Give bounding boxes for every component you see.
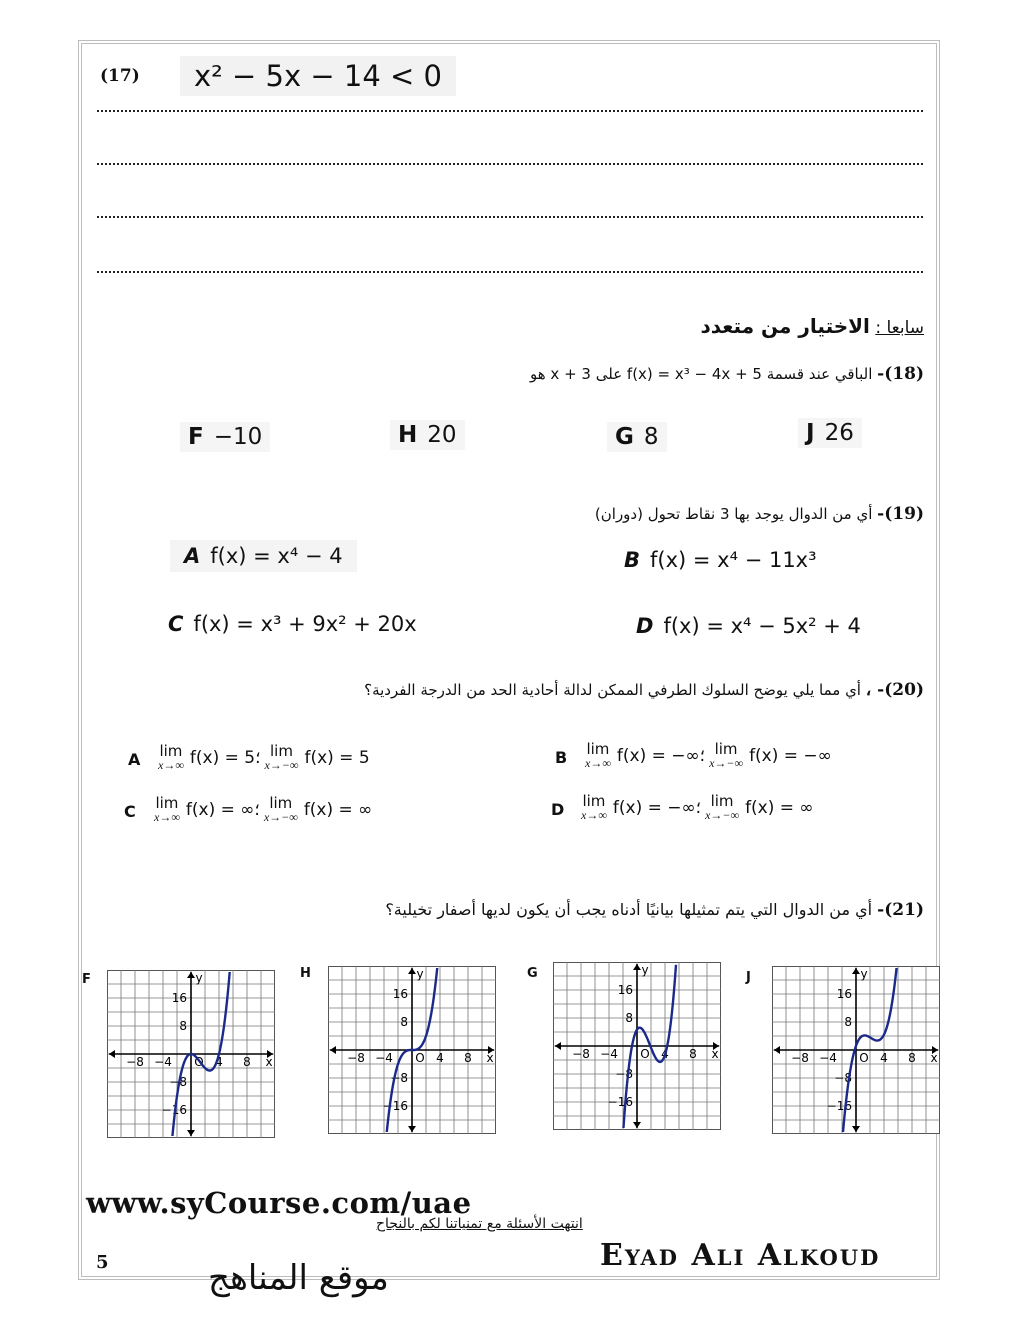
- q20-option-c[interactable]: C lim x→∞ f(x) = ∞؛ lim x→−∞ f(x) = ∞: [124, 794, 373, 824]
- y-tick-label: 16: [171, 991, 187, 1005]
- q19-number: (19)-: [877, 504, 924, 524]
- origin-label: O: [859, 1051, 869, 1065]
- origin-label: O: [640, 1047, 650, 1061]
- x-tick-label: −4: [600, 1047, 618, 1061]
- page-number: 5: [96, 1252, 109, 1273]
- author-name: Eyad Ali Alkoud: [600, 1238, 881, 1273]
- x-tick-label: −8: [126, 1055, 144, 1069]
- y-tick-label: −16: [161, 1103, 187, 1117]
- x-tick-label: 8: [464, 1051, 472, 1065]
- answer-line: [97, 271, 923, 273]
- answer-line: [97, 163, 923, 165]
- q18-number: (18)-: [877, 364, 924, 384]
- y-axis-label: y: [195, 971, 203, 985]
- x-axis-label: x: [930, 1051, 938, 1065]
- y-tick-label: −8: [834, 1071, 852, 1085]
- q18-question: [530, 364, 924, 384]
- x-tick-label: 8: [243, 1055, 251, 1069]
- q20-option-a[interactable]: A lim x→∞ f(x) = 5؛ lim x→−∞ f(x) = 5: [128, 742, 370, 772]
- y-tick-label: −8: [615, 1067, 633, 1081]
- x-tick-label: 4: [436, 1051, 444, 1065]
- q20-option-b[interactable]: B lim x→∞ f(x) = −∞؛ lim x→−∞ f(x) = −∞: [555, 740, 832, 770]
- q19-option-a[interactable]: A f(x) = x⁴ − 4: [170, 540, 357, 572]
- x-tick-label: −8: [347, 1051, 365, 1065]
- x-tick-label: −8: [791, 1051, 809, 1065]
- answer-line: [97, 110, 923, 112]
- website-watermark[interactable]: www.syCourse.com/uae: [86, 1186, 472, 1220]
- q19-question: [595, 504, 924, 524]
- q21-number: (21)-: [877, 900, 924, 920]
- q20-text: أي مما يلي يوضح السلوك الطرفي الممكن لدالة أحادية الحد من الدرجة الفردية؟: [364, 681, 861, 699]
- q18-option-h[interactable]: H 20: [390, 420, 465, 450]
- y-axis-label: y: [860, 967, 868, 981]
- y-tick-label: 8: [625, 1011, 633, 1025]
- q19-option-c[interactable]: C f(x) = x³ + 9x² + 20x: [168, 612, 417, 636]
- y-axis-label: y: [641, 963, 649, 977]
- y-tick-label: 16: [392, 987, 408, 1001]
- section-prefix: سابعا :: [875, 318, 924, 338]
- graph-h[interactable]: [328, 966, 496, 1134]
- q21-question: [385, 900, 924, 920]
- y-tick-label: 16: [617, 983, 633, 997]
- section-title: الاختيار من متعدد: [700, 314, 870, 338]
- graph-g-label[interactable]: G: [527, 966, 538, 981]
- y-tick-label: 8: [400, 1015, 408, 1029]
- graph-g[interactable]: [553, 962, 721, 1130]
- q20-option-d[interactable]: D lim x→∞ f(x) = −∞؛ lim x→−∞ f(x) = ∞: [551, 792, 814, 822]
- q19-option-d[interactable]: D f(x) = x⁴ − 5x² + 4: [636, 614, 861, 638]
- origin-label: O: [194, 1055, 204, 1069]
- x-tick-label: 4: [661, 1047, 669, 1061]
- x-axis-label: x: [711, 1047, 719, 1061]
- y-tick-label: 8: [179, 1019, 187, 1033]
- y-tick-label: −16: [382, 1099, 408, 1113]
- x-tick-label: −8: [572, 1047, 590, 1061]
- closing-note: انتهت الأسئلة مع تمنياتنا لكم بالنجاح: [376, 1216, 583, 1232]
- q20-number: (20)- ،: [865, 680, 924, 700]
- x-tick-label: −4: [154, 1055, 172, 1069]
- x-tick-label: −4: [819, 1051, 837, 1065]
- q17-number: (17): [100, 66, 140, 86]
- answer-line: [97, 216, 923, 218]
- q17-expression: x² − 5x − 14 < 0: [180, 56, 456, 96]
- y-tick-label: 16: [836, 987, 852, 1001]
- x-tick-label: −4: [375, 1051, 393, 1065]
- brand-watermark: موقع المناهج: [208, 1258, 389, 1298]
- q19-text: أي من الدوال يوجد بها 3 نقاط تحول (دوران): [594, 505, 873, 523]
- q18-text: الباقي عند قسمة f(x) = x³ − 4x + 5 على x + 3 هو: [529, 365, 873, 383]
- q18-option-j[interactable]: J 26: [798, 418, 862, 448]
- graph-f-label[interactable]: F: [82, 972, 91, 987]
- q18-option-f[interactable]: F −10: [180, 422, 270, 452]
- x-tick-label: 4: [880, 1051, 888, 1065]
- x-axis-label: x: [486, 1051, 494, 1065]
- q19-option-b[interactable]: B f(x) = x⁴ − 11x³: [624, 548, 817, 572]
- y-tick-label: −8: [390, 1071, 408, 1085]
- section-heading: [700, 314, 924, 338]
- graph-f[interactable]: [107, 970, 275, 1138]
- graph-j-label[interactable]: J: [746, 970, 751, 985]
- q21-text: أي من الدوال التي يتم تمثيلها بيانيًا أدناه يجب أن يكون لديها أصفار تخيلية؟: [385, 900, 873, 919]
- graph-j[interactable]: [772, 966, 940, 1134]
- x-tick-label: 8: [908, 1051, 916, 1065]
- x-tick-label: 4: [215, 1055, 223, 1069]
- q20-question: [364, 680, 924, 700]
- y-tick-label: −16: [826, 1099, 852, 1113]
- x-axis-label: x: [265, 1055, 273, 1069]
- y-tick-label: −8: [169, 1075, 187, 1089]
- graph-h-label[interactable]: H: [300, 966, 311, 981]
- origin-label: O: [415, 1051, 425, 1065]
- y-tick-label: −16: [607, 1095, 633, 1109]
- y-tick-label: 8: [844, 1015, 852, 1029]
- y-axis-label: y: [416, 967, 424, 981]
- q18-option-g[interactable]: G 8: [607, 422, 667, 452]
- x-tick-label: 8: [689, 1047, 697, 1061]
